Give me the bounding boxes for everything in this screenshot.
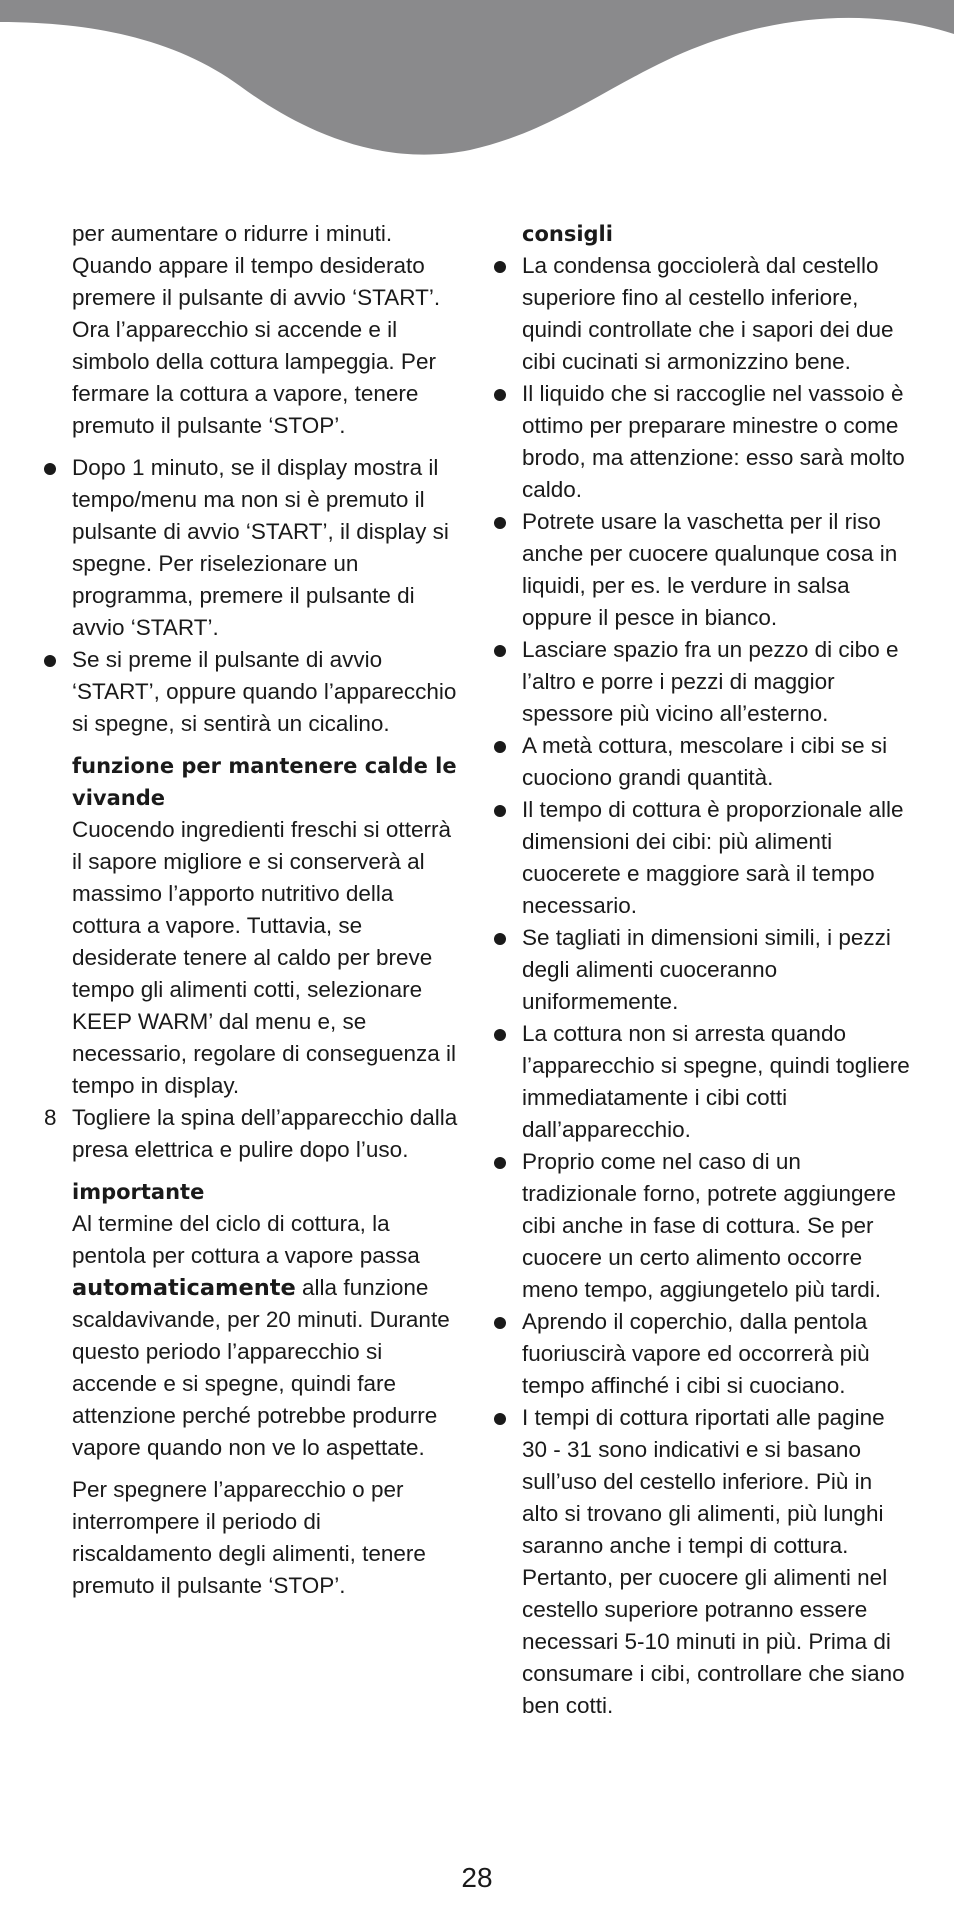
list-item <box>494 1306 914 1402</box>
tip-text: La cottura non si arresta quando l’apparecchio si spegne, quindi togliere immediatamente i cibi cotti dall’apparecchio. <box>522 1021 910 1142</box>
list-item <box>494 634 914 730</box>
list-item <box>494 378 914 506</box>
list-item <box>494 730 914 794</box>
bullet-icon <box>494 1413 506 1425</box>
list-item <box>494 506 914 634</box>
keep-warm-heading: funzione per mantenere calde le vivande <box>72 754 457 810</box>
tip-text: Potrete usare la vaschetta per il riso anche per cuocere qualunque cosa in liquidi, per es. le verdure in salsa oppure il pesce in bianco. <box>522 509 898 630</box>
tip-text: Lasciare spazio fra un pezzo di cibo e l’altro e porre i pezzi di maggior spessore più vicino all’esterno. <box>522 637 899 726</box>
step-item <box>44 1102 464 1166</box>
left-column <box>44 218 464 1602</box>
bullet-icon <box>44 463 56 475</box>
tip-text: Il tempo di cottura è proporzionale alle dimensioni dei cibi: più alimenti cuocerete e maggiore sarà il tempo necessario. <box>522 797 904 918</box>
tips-list <box>494 250 914 1722</box>
intro-paragraph: per aumentare o ridurre i minuti. Quando appare il tempo desiderato premere il pulsante di avvio ‘START’. Ora l’apparecchio si accende e il simbolo della cottura lampeggia. Per fermare la cottura a vapore, tenere premuto il pulsante ‘STOP’. <box>72 221 441 438</box>
bullet-icon <box>494 933 506 945</box>
bullet-text: Dopo 1 minuto, se il display mostra il tempo/menu ma non si è premuto il pulsante di avvio ‘START’, il display si spegne. Per riselezionare un programma, premere il pulsante di avvio ‘START’. <box>72 455 449 640</box>
bullet-icon <box>494 741 506 753</box>
step-number: 8 <box>44 1105 57 1130</box>
list-item <box>494 794 914 922</box>
right-column <box>494 218 914 1722</box>
important-text-before: Al termine del ciclo di cottura, la pentola per cottura a vapore passa <box>72 1211 420 1268</box>
bullet-icon <box>494 805 506 817</box>
bullet-icon <box>494 261 506 273</box>
important-text <box>44 1208 464 1464</box>
bullet-icon <box>494 1317 506 1329</box>
keep-warm-text: Cuocendo ingredienti freschi si otterrà il sapore migliore e si conserverà al massimo l’apporto nutritivo della cottura a vapore. Tuttavia, se desiderate tenere al caldo per breve tempo gli alimenti cotti, selezionare KEEP WARM’ dal menu e, se necessario, regolare di conseguenza il tempo in display. <box>72 817 456 1098</box>
header-wave-decoration <box>0 0 954 160</box>
bullet-icon <box>494 389 506 401</box>
bullet-icon <box>44 655 56 667</box>
list-item <box>494 922 914 1018</box>
tip-text: Se tagliati in dimensioni simili, i pezzi degli alimenti cuoceranno uniformemente. <box>522 925 891 1014</box>
left-bullet-list <box>44 452 464 740</box>
bullet-icon <box>494 645 506 657</box>
list-item <box>494 1146 914 1306</box>
list-item <box>494 1402 914 1722</box>
tip-text: Proprio come nel caso di un tradizionale forno, potrete aggiungere cibi anche in fase di cottura. Se per cuocere un certo alimento occorre meno tempo, aggiungetelo più tardi. <box>522 1149 897 1302</box>
important-heading: importante <box>72 1180 205 1204</box>
tip-text: Il liquido che si raccoglie nel vassoio è ottimo per preparare minestre o come brodo, ma attenzione: esso sarà molto caldo. <box>522 381 905 502</box>
important-text-after: alla funzione scaldavivande, per 20 minuti. Durante questo periodo l’apparecchio si accende e si spegne, quindi fare attenzione perché potrebbe produrre vapore quando non ve lo aspettate. <box>72 1275 450 1460</box>
bullet-icon <box>494 1157 506 1169</box>
stop-paragraph: Per spegnere l’apparecchio o per interrompere il periodo di riscaldamento degli alimenti, tenere premuto il pulsante ‘STOP’. <box>72 1477 426 1598</box>
tips-heading: consigli <box>522 222 613 246</box>
important-text-bold: automaticamente <box>72 1275 296 1301</box>
tip-text: La condensa gocciolerà dal cestello superiore fino al cestello inferiore, quindi controllate che i sapori dei due cibi cucinati si armonizzino bene. <box>522 253 894 374</box>
tip-text: A metà cottura, mescolare i cibi se si cuociono grandi quantità. <box>522 733 888 790</box>
tip-text: Aprendo il coperchio, dalla pentola fuoriuscirà vapore ed occorrerà più tempo affinché i cibi si cuociano. <box>522 1309 870 1398</box>
bullet-icon <box>494 1029 506 1041</box>
list-item <box>44 452 464 644</box>
tip-text: I tempi di cottura riportati alle pagine 30 - 31 sono indicativi e si basano sull’uso del cestello inferiore. Più in alto si trovano gli alimenti, più lunghi saranno anche i tempi di cottura. Pertanto, per cuocere gli alimenti nel cestello superiore potranno essere necessari 5-10 minuti in più. Prima di consumare i cibi, controllare che siano ben cotti. <box>522 1405 905 1718</box>
page-number: 28 <box>461 1862 493 1893</box>
step-text: Togliere la spina dell’apparecchio dalla presa elettrica e pulire dopo l’uso. <box>72 1105 458 1162</box>
list-item <box>494 1018 914 1146</box>
list-item <box>494 250 914 378</box>
bullet-icon <box>494 517 506 529</box>
list-item <box>44 644 464 740</box>
bullet-text: Se si preme il pulsante di avvio ‘START’, oppure quando l’apparecchio si spegne, si sentirà un cicalino. <box>72 647 457 736</box>
